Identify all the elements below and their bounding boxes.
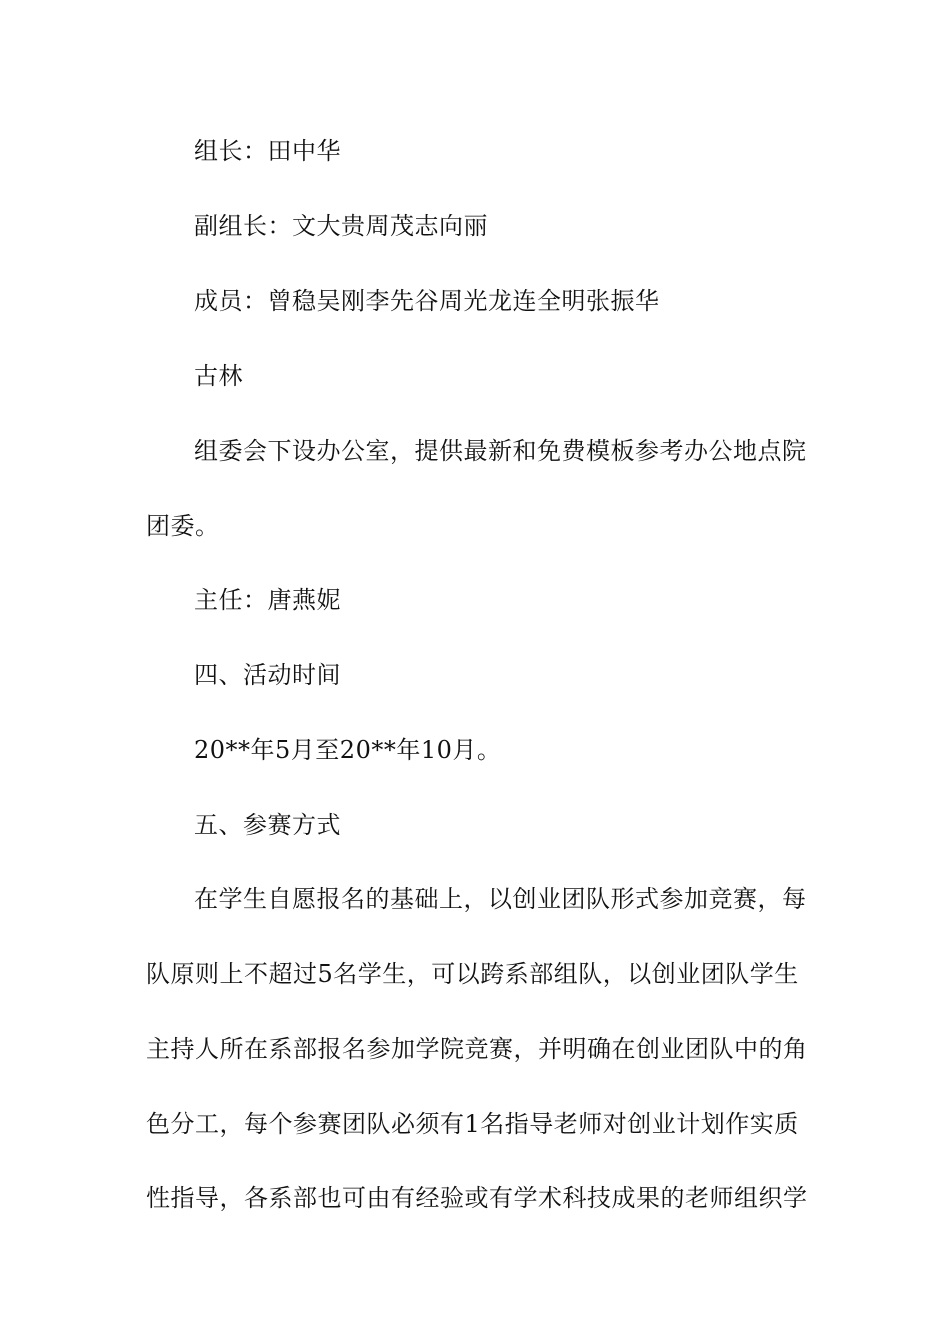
participation-paragraph-line-5: 性指导，各系部也可由有经验或有学术科技成果的老师组织学 [146,1184,808,1212]
members-continued-line: 古林 [194,362,243,390]
director-line: 主任：唐燕妮 [194,586,341,614]
participation-paragraph-line-4: 色分工，每个参赛团队必须有1名指导老师对创业计划作实质 [146,1110,799,1138]
participation-paragraph-line-2: 队原则上不超过5名学生，可以跨系部组队，以创业团队学生 [146,960,799,988]
members-line: 成员：曾稳吴刚李先谷周光龙连全明张振华 [194,287,660,315]
section-heading-participation: 五、参赛方式 [194,811,341,839]
group-leader-line: 组长：田中华 [194,137,341,165]
office-paragraph-line-2: 团委。 [146,512,220,540]
section-heading-activity-time: 四、活动时间 [194,661,341,689]
deputy-leader-line: 副组长：文大贵周茂志向丽 [194,212,488,240]
participation-paragraph-line-3: 主持人所在系部报名参加学院竞赛，并明确在创业团队中的角 [146,1035,808,1063]
activity-time-line: 20**年5月至20**年10月。 [194,736,502,764]
participation-paragraph-line-1: 在学生自愿报名的基础上，以创业团队形式参加竞赛，每 [194,885,807,913]
office-paragraph-line-1: 组委会下设办公室，提供最新和免费模板参考办公地点院 [194,437,807,465]
